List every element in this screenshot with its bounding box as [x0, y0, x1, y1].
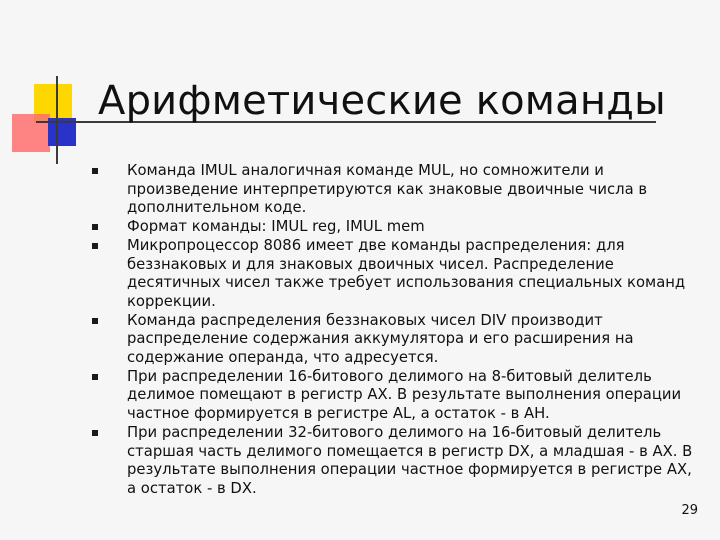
- bullet-text: Микропроцессор 8086 имеет две команды распределения: для беззнаковых и для знаковых двоичных чисел. Распределение десятичных чисел также требует использования специальных команд коррекции.: [127, 236, 686, 310]
- square-bullet-icon: [92, 430, 98, 436]
- logo-vertical-line: [56, 76, 58, 164]
- bullet-text: Команда IMUL аналогичная команде MUL, но сомножители и произведение интерпретируются как знаковые двоичные числа в дополнительном коде.: [127, 162, 648, 217]
- bullet-list: [92, 162, 702, 499]
- square-bullet-icon: [92, 224, 98, 230]
- bullet-item: [92, 312, 702, 368]
- square-bullet-icon: [92, 168, 98, 174]
- bullet-text: Формат команды: IMUL reg, IMUL mem: [127, 218, 425, 236]
- bullet-item: [92, 218, 702, 237]
- square-bullet-icon: [92, 374, 98, 380]
- square-bullet-icon: [92, 243, 98, 249]
- logo-red-square: [12, 114, 50, 152]
- slide-title: Арифметические команды: [98, 78, 666, 124]
- square-bullet-icon: [92, 318, 98, 324]
- bullet-item: [92, 424, 702, 499]
- bullet-item: [92, 368, 702, 424]
- bullet-item: [92, 237, 702, 312]
- bullet-item: [92, 162, 702, 218]
- bullet-text: При распределении 32-битового делимого на 16-битовый делитель старшая часть делимого помещается в регистр DX, а младшая - в AX. В результате выполнения операции частное формируется в регистре AX, а остаток - в DX.: [127, 423, 693, 497]
- bullet-text: При распределении 16-битового делимого на 8-битовый делитель делимое помещают в регистр AX. В результате выполнения операции частное формируется в регистре AL, а остаток - в AH.: [127, 367, 682, 423]
- page-number: 29: [681, 503, 698, 518]
- bullet-text: Команда распределения беззнаковых чисел DIV производит распределение содержания аккумулятора и его расширения на содержание операнда, что адресуется.: [127, 311, 634, 367]
